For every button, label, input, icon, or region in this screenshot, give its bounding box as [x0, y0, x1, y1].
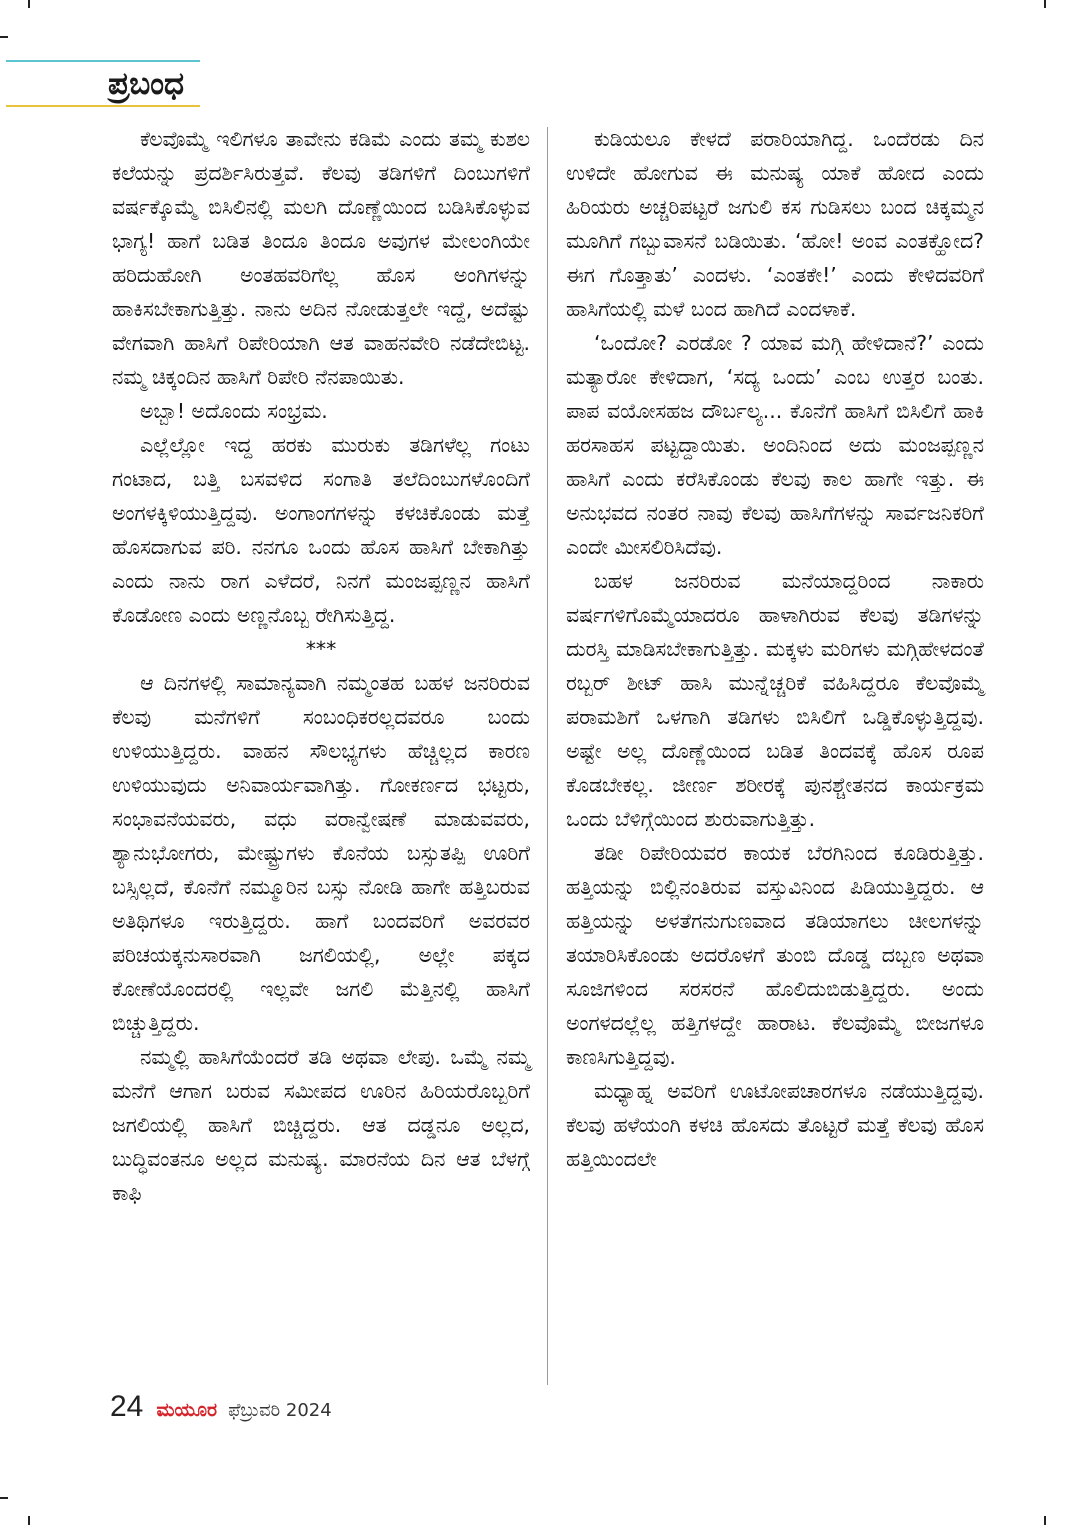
article-column-left — [112, 122, 530, 1210]
column-divider — [547, 127, 548, 1385]
paragraph: ನಮ್ಮಲ್ಲಿ ಹಾಸಿಗೆಯೆಂದರೆ ತಡಿ ಅಥವಾ ಲೇಪು. ಒಮ್ಮೆ ನಮ್ಮ ಮನೆಗೆ ಆಗಾಗ ಬರುವ ಸಮೀಪದ ಊರಿನ ಹಿರಿಯರೊಬ್ಬರಿಗೆ ಜಗಲಿಯಲ್ಲಿ ಹಾಸಿಗೆ ಬಿಚ್ಚಿದ್ದರು. ಆತ ದಡ್ಡನೂ ಅಲ್ಲದ, ಬುದ್ಧಿವಂತನೂ ಅಲ್ಲದ ಮನುಷ್ಯ. ಮಾರನೆಯ ದಿನ ಆತ ಬೆಳಗ್ಗೆ ಕಾಫಿ — [112, 1045, 530, 1205]
section-separator: *** — [305, 637, 337, 661]
article-column-right — [566, 122, 984, 1176]
crop-mark-top-right — [1044, 0, 1046, 8]
issue-date: ಫೆಬ್ರುವರಿ 2024 — [228, 1400, 332, 1421]
paragraph: ಮಧ್ಯಾಹ್ನ ಅವರಿಗೆ ಊಟೋಪಚಾರಗಳೂ ನಡೆಯುತ್ತಿದ್ದವು. ಕೆಲವು ಹಳೆಯಂಗಿ ಕಳಚಿ ಹೊಸದು ತೊಟ್ಟರೆ ಮತ್ತೆ ಕೆಲವು ಹೊಸ ಹತ್ತಿಯಿಂದಲೇ — [566, 1079, 984, 1171]
paragraph: ಎಲ್ಲೆಲ್ಲೋ ಇದ್ದ ಹರಕು ಮುರುಕು ತಡಿಗಳೆಲ್ಲ ಗಂಟು ಗಂಟಾದ, ಬತ್ತಿ ಬಸವಳಿದ ಸಂಗಾತಿ ತಲೆದಿಂಬುಗಳೊಂದಿಗೆ ಅಂಗಳಕ್ಕಿಳಿಯುತ್ತಿದ್ದವು. ಅಂಗಾಂಗಗಳನ್ನು ಕಳಚಿಕೊಂಡು ಮತ್ತೆ ಹೊಸದಾಗುವ ಪರಿ. ನನಗೂ ಒಂದು ಹೊಸ ಹಾಸಿಗೆ ಬೇಕಾಗಿತ್ತು ಎಂದು ನಾನು ರಾಗ ಎಳೆದರೆ, ನಿನಗೆ ಮಂಜಪ್ಪಣ್ಣನ ಹಾಸಿಗೆ ಕೊಡೋಣ ಎಂದು ಅಣ್ಣನೊಬ್ಬ ರೇಗಿಸುತ್ತಿದ್ದ. — [112, 433, 530, 627]
paragraph: ಕೆಲವೊಮ್ಮೆ ಇಲಿಗಳೂ ತಾವೇನು ಕಡಿಮೆ ಎಂದು ತಮ್ಮ ಕುಶಲ ಕಲೆಯನ್ನು ಪ್ರದರ್ಶಿಸಿರುತ್ತವೆ. ಕೆಲವು ತಡಿಗಳಿಗೆ ದಿಂಬುಗಳಿಗೆ ವರ್ಷಕ್ಕೊಮ್ಮೆ ಬಿಸಿಲಿನಲ್ಲಿ ಮಲಗಿ ದೊಣ್ಣೆಯಿಂದ ಬಡಿಸಿಕೊಳ್ಳುವ ಭಾಗ್ಯ! ಹಾಗೆ ಬಡಿತ ತಿಂದೂ ತಿಂದೂ ಅವುಗಳ ಮೇಲಂಗಿಯೇ ಹರಿದುಹೋಗಿ ಅಂತಹವರಿಗೆಲ್ಲ ಹೊಸ ಅಂಗಿಗಳನ್ನು ಹಾಕಿಸಬೇಕಾಗುತ್ತಿತ್ತು. ನಾನು ಅದಿನ ನೋಡುತ್ತಲೇ ಇದ್ದೆ, ಅದೆಷ್ಟು ವೇಗವಾಗಿ ಹಾಸಿಗೆ ರಿಪೇರಿಯಾಗಿ ಆತ ವಾಹನವೇರಿ ನಡೆದೇಬಿಟ್ಟ. ನಮ್ಮ ಚಿಕ್ಕಂದಿನ ಹಾಸಿಗೆ ರಿಪೇರಿ ನೆನಪಾಯಿತು. — [112, 127, 530, 389]
paragraph: ‘ಒಂದೋ? ಎರಡೋ ? ಯಾವ ಮಗ್ಗಿ ಹೇಳಿದಾನೆ?’ ಎಂದು ಮತ್ಯಾರೋ ಕೇಳಿದಾಗ, ‘ಸದ್ಯ ಒಂದು’ ಎಂಬ ಉತ್ತರ ಬಂತು. ಪಾಪ ವಯೋಸಹಜ ದೌರ್ಬಲ್ಯ... ಕೊನೆಗೆ ಹಾಸಿಗೆ ಬಿಸಿಲಿಗೆ ಹಾಕಿ ಹರಸಾಹಸ ಪಟ್ಟದ್ದಾಯಿತು. ಅಂದಿನಿಂದ ಅದು ಮಂಜಪ್ಪಣ್ಣನ ಹಾಸಿಗೆ ಎಂದು ಕರೆಸಿಕೊಂಡು ಕೆಲವು ಕಾಲ ಹಾಗೇ ಇತ್ತು. ಈ ಅನುಭವದ ನಂತರ ನಾವು ಕೆಲವು ಹಾಸಿಗೆಗಳನ್ನು ಸಾರ್ವಜನಿಕರಿಗೆ ಎಂದೇ ಮೀಸಲಿರಿಸಿದೆವು. — [566, 331, 984, 559]
page-footer — [110, 1390, 332, 1424]
paragraph: ತಡೀ ರಿಪೇರಿಯವರ ಕಾಯಕ ಬೆರಗಿನಿಂದ ಕೂಡಿರುತ್ತಿತ್ತು. ಹತ್ತಿಯನ್ನು ಬಿಲ್ಲಿನಂತಿರುವ ವಸ್ತುವಿನಿಂದ ಪಿಡಿಯುತ್ತಿದ್ದರು. ಆ ಹತ್ತಿಯನ್ನು ಅಳತೆಗನುಗುಣವಾದ ತಡಿಯಾಗಲು ಚೀಲಗಳನ್ನು ತಯಾರಿಸಿಕೊಂಡು ಅದರೊಳಗೆ ತುಂಬಿ ದೊಡ್ಡ ದಬ್ಬಣ ಅಥವಾ ಸೂಜಿಗಳಿಂದ ಸರಸರನೆ ಹೊಲಿದುಬಿಡುತ್ತಿದ್ದರು. ಅಂದು ಅಂಗಳದಲ್ಲೆಲ್ಲ ಹತ್ತಿಗಳದ್ದೇ ಹಾರಾಟ. ಕೆಲವೊಮ್ಮೆ ಬೀಜಗಳೂ ಕಾಣಸಿಗುತ್ತಿದ್ದವು. — [566, 841, 984, 1069]
crop-mark-left-top — [0, 36, 8, 38]
section-title: ಪ್ರಬಂಧ — [108, 66, 184, 102]
crop-mark-bottom-right — [1044, 1516, 1046, 1525]
crop-mark-top-left — [28, 0, 30, 8]
paragraph: ಕುಡಿಯಲೂ ಕೇಳದೆ ಪರಾರಿಯಾಗಿದ್ದ. ಒಂದೆರಡು ದಿನ ಉಳಿದೇ ಹೋಗುವ ಈ ಮನುಷ್ಯ ಯಾಕೆ ಹೋದ ಎಂದು ಹಿರಿಯರು ಅಚ್ಚರಿಪಟ್ಟರೆ ಜಗುಲಿ ಕಸ ಗುಡಿಸಲು ಬಂದ ಚಿಕ್ಕಮ್ಮನ ಮೂಗಿಗೆ ಗಬ್ಬುವಾಸನೆ ಬಡಿಯಿತು. ‘ಹೋ! ಅಂವ ಎಂತಕ್ಹೋದ? ಈಗ ಗೊತ್ತಾತು’ ಎಂದಳು. ‘ಎಂತಕೇ!’ ಎಂದು ಕೇಳಿದವರಿಗೆ ಹಾಸಿಗೆಯಲ್ಲಿ ಮಳೆ ಬಂದ ಹಾಗಿದೆ ಎಂದಳಾಕೆ. — [566, 127, 984, 321]
paragraph: ಬಹಳ ಜನರಿರುವ ಮನೆಯಾದ್ದರಿಂದ ನಾಕಾರು ವರ್ಷಗಳಿಗೊಮ್ಮೆಯಾದರೂ ಹಾಳಾಗಿರುವ ಕೆಲವು ತಡಿಗಳನ್ನು ದುರಸ್ತಿ ಮಾಡಿಸಬೇಕಾಗುತ್ತಿತ್ತು. ಮಕ್ಕಳು ಮರಿಗಳು ಮಗ್ಗಿಹೇಳದಂತೆ ರಬ್ಬರ್ ಶೀಟ್ ಹಾಸಿ ಮುನ್ನೆಚ್ಚರಿಕೆ ವಹಿಸಿದ್ದರೂ ಕೆಲವೊಮ್ಮೆ ಪರಾಮಶಿಗೆ ಒಳಗಾಗಿ ತಡಿಗಳು ಬಿಸಿಲಿಗೆ ಒಡ್ಡಿಕೊಳ್ಳುತ್ತಿದ್ದವು. ಅಷ್ಟೇ ಅಲ್ಲ ದೊಣ್ಣೆಯಿಂದ ಬಡಿತ ತಿಂದವಕ್ಕೆ ಹೊಸ ರೂಪ ಕೊಡಬೇಕಲ್ಲ. ಜೀರ್ಣ ಶರೀರಕ್ಕೆ ಪುನಶ್ಚೇತನದ ಕಾರ್ಯಕ್ರಮ ಒಂದು ಬೆಳಿಗ್ಗೆಯಿಂದ ಶುರುವಾಗುತ್ತಿತ್ತು. — [566, 569, 984, 831]
paragraph: ಆ ದಿನಗಳಲ್ಲಿ ಸಾಮಾನ್ಯವಾಗಿ ನಮ್ಮಂತಹ ಬಹಳ ಜನರಿರುವ ಕೆಲವು ಮನೆಗಳಿಗೆ ಸಂಬಂಧಿಕರಲ್ಲದವರೂ ಬಂದು ಉಳಿಯುತ್ತಿದ್ದರು. ವಾಹನ ಸೌಲಭ್ಯಗಳು ಹೆಚ್ಚಿಲ್ಲದ ಕಾರಣ ಉಳಿಯುವುದು ಅನಿವಾರ್ಯವಾಗಿತ್ತು. ಗೋಕರ್ಣದ ಭಟ್ಟರು, ಸಂಭಾವನೆಯವರು, ವಧು ವರಾನ್ವೇಷಣೆ ಮಾಡುವವರು, ಶ್ಯಾನುಭೋಗರು, ಮೇಷ್ಟ್ರುಗಳು ಕೊನೆಯ ಬಸ್ಸುತಪ್ಪಿ ಊರಿಗೆ ಬಸ್ಸಿಲ್ಲದೆ, ಕೊನೆಗೆ ನಮ್ಮೂರಿನ ಬಸ್ಸು ನೋಡಿ ಹಾಗೇ ಹತ್ತಿಬರುವ ಅತಿಥಿಗಳೂ ಇರುತ್ತಿದ್ದರು. ಹಾಗೆ ಬಂದವರಿಗೆ ಅವರವರ ಪರಿಚಯಕ್ಕನುಸಾರವಾಗಿ ಜಗಲಿಯಲ್ಲಿ, ಅಲ್ಲೇ ಪಕ್ಕದ ಕೋಣೆಯೊಂದರಲ್ಲಿ ಇಲ್ಲವೇ ಜಗಲಿ ಮೆತ್ತಿನಲ್ಲಿ ಹಾಸಿಗೆ ಬಿಚ್ಚುತ್ತಿದ್ದರು. — [112, 671, 530, 1035]
section-accent-line-bottom — [6, 105, 200, 107]
page-number: 24 — [110, 1390, 144, 1423]
paragraph: ಅಬ್ಬಾ! ಅದೊಂದು ಸಂಭ್ರಮ. — [140, 399, 328, 423]
crop-mark-left-bottom — [0, 1497, 8, 1499]
magazine-logo: ಮಯೂರ — [156, 1399, 218, 1421]
crop-mark-bottom-left — [28, 1516, 30, 1525]
